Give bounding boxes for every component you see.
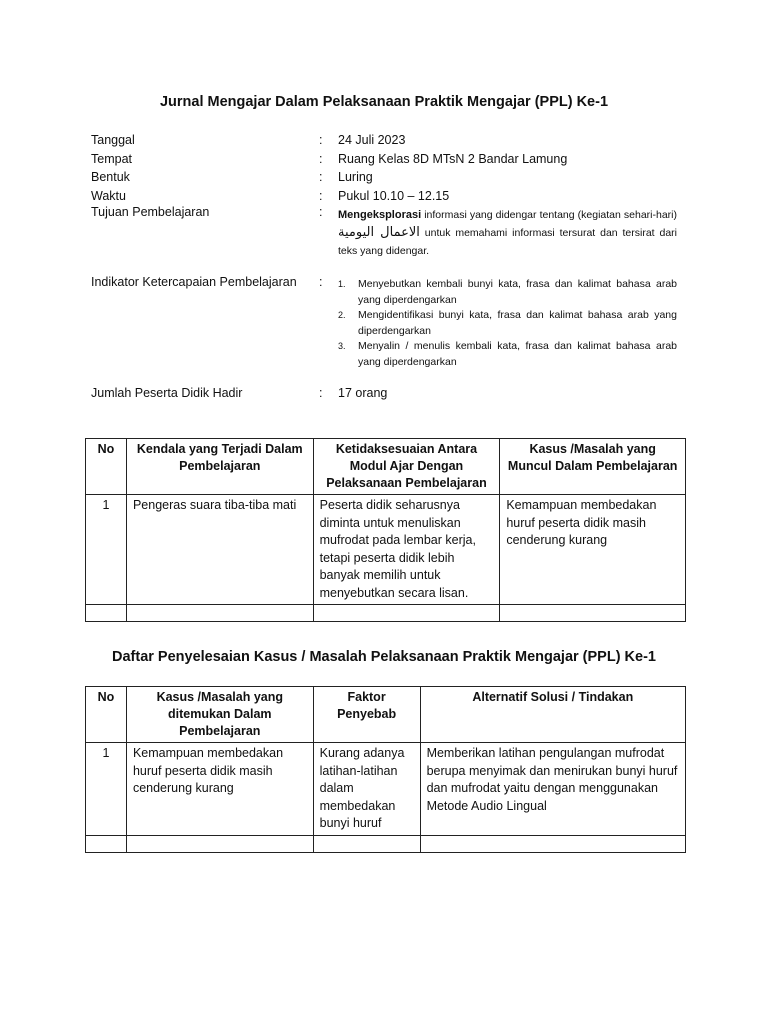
table-cell-kasus: Kemampuan membedakan huruf peserta didik masih cenderung kurang [500,495,686,605]
table-cell-empty [86,605,127,622]
penyelesaian-table [85,686,686,853]
tujuan-colon: : [319,205,323,219]
indikator-item [338,277,677,308]
table-cell-empty [500,605,686,622]
info-label: Waktu [91,188,126,203]
table-cell-empty [420,835,685,852]
indikator-text: Mengidentifikasi bunyi kata, frasa dan kalimat bahasa arab yang diperdengarkan [358,309,677,337]
table-cell-faktor: Kurang adanya latihan-latihan dalam membedakan bunyi huruf [313,743,420,836]
info-row-tempat [91,150,681,169]
table-header-cell: Kendala yang Terjadi Dalam Pembelajaran [126,439,313,495]
table-header-cell: Ketidaksesuaian Antara Modul Ajar Dengan Pelaksanaan Pembelajaran [313,439,500,495]
info-row-waktu [91,187,681,206]
table-header-cell: No [86,687,127,743]
indikator-item [338,308,677,339]
info-label: Tanggal [91,133,135,147]
table-cell-empty [313,605,500,622]
info-colon: : [319,133,323,147]
indikator-colon: : [319,275,323,289]
table-cell-solusi: Memberikan latihan pengulangan mufrodat berupa menyimak dan menirukan bunyi huruf dan mufrodat yaitu dengan menggunakan Metode Audio Lingual [420,743,685,836]
indikator-text: Menyalin / menulis kembali kata, frasa dan kalimat bahasa arab yang diperdengarkan [358,340,677,368]
info-colon: : [319,188,323,203]
table-cell-empty [86,835,127,852]
table-empty-row [86,835,686,852]
tujuan-text [338,206,677,260]
table-header-cell: Kasus /Masalah yang ditemukan Dalam Pembelajaran [126,687,313,743]
table-cell-kasus: Kemampuan membedakan huruf peserta didik masih cenderung kurang [126,743,313,836]
jumlah-colon: : [319,386,323,400]
table-header-cell: No [86,439,127,495]
jumlah-value: 17 orang [338,386,388,400]
table-header-row [86,439,686,495]
indikator-number: 3. [338,341,346,351]
info-colon: : [319,151,323,166]
table-cell-empty [126,835,313,852]
tujuan-text-part2: untuk memahami informasi tersurat dan tersirat dari teks yang didengar. [338,227,677,257]
kendala-table [85,438,686,622]
table-cell-kendala: Pengeras suara tiba-tiba mati [126,495,313,605]
info-colon: : [319,170,323,185]
table-cell-empty [313,835,420,852]
tujuan-label: Tujuan Pembelajaran [91,205,210,219]
tujuan-text-part1: informasi yang didengar tentang (kegiatan sehari-hari) [421,209,677,221]
indikator-number: 2. [338,310,346,320]
tujuan-bold-verb: Mengeksplorasi [338,209,422,221]
indikator-label: Indikator Ketercapaian Pembelajaran [91,275,297,289]
info-value: Luring [338,170,373,185]
info-row-bentuk [91,168,681,187]
indikator-item [338,339,677,370]
info-value: 24 Juli 2023 [338,133,406,147]
document-title: Jurnal Mengajar Dalam Pelaksanaan Praktik Mengajar (PPL) Ke-1 [159,94,609,110]
tujuan-arabic-text: الاعمال اليومية [338,225,420,240]
table-row [86,743,686,836]
table-empty-row [86,605,686,622]
table-header-cell: Kasus /Masalah yang Muncul Dalam Pembelajaran [500,439,686,495]
info-value: Pukul 10.10 – 12.15 [338,188,450,203]
table-cell-ketidaksesuaian: Peserta didik seharusnya diminta untuk menuliskan mufrodat pada lembar kerja, tetapi peserta didik lebih banyak memilih untuk menyebutkan secara lisan. [313,495,500,605]
table-cell-no: 1 [86,743,127,836]
table-header-cell: Alternatif Solusi / Tindakan [420,687,685,743]
table-header-cell: Faktor Penyebab [313,687,420,743]
info-row-tanggal [91,131,681,150]
indikator-list [338,277,677,370]
info-label: Tempat [91,151,132,166]
table-cell-empty [126,605,313,622]
section-title: Daftar Penyelesaian Kasus / Masalah Pelaksanaan Praktik Mengajar (PPL) Ke-1 [112,649,656,665]
table-header-row [86,687,686,743]
indikator-text: Menyebutkan kembali bunyi kata, frasa dan kalimat bahasa arab yang diperdengarkan [358,278,677,306]
info-section [91,131,681,205]
table-row [86,495,686,605]
indikator-number: 1. [338,279,346,289]
info-label: Bentuk [91,170,130,185]
info-value: Ruang Kelas 8D MTsN 2 Bandar Lamung [338,151,568,166]
jumlah-label: Jumlah Peserta Didik Hadir [91,386,243,400]
table-cell-no: 1 [86,495,127,605]
